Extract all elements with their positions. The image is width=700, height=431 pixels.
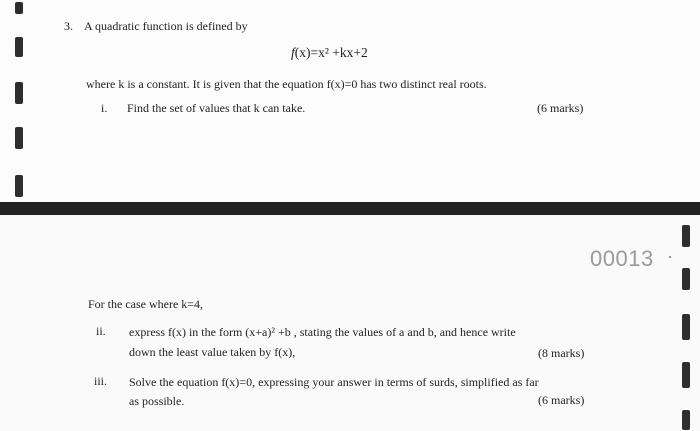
function-body: (x)=x² +kx+2 bbox=[294, 45, 368, 60]
marks-label: (6 marks) bbox=[537, 101, 584, 115]
marks-label: (8 marks) bbox=[538, 346, 585, 360]
condition-text: where k is a constant. It is given that the equation f(x)=0 has two distinct real roots. bbox=[86, 77, 487, 91]
part-index: i. bbox=[101, 101, 108, 115]
question-number: 3. bbox=[64, 19, 73, 33]
part-index: iii. bbox=[94, 374, 108, 388]
function-definition bbox=[291, 45, 368, 61]
binder-hole bbox=[15, 82, 23, 104]
speck bbox=[669, 256, 671, 258]
binder-hole bbox=[682, 225, 690, 247]
part-index: ii. bbox=[96, 324, 106, 338]
binder-hole bbox=[682, 410, 690, 430]
binder-hole bbox=[15, 127, 23, 149]
page-stamp: 00013 bbox=[590, 246, 654, 271]
part-ii-line2: down the least value taken by f(x), bbox=[129, 345, 296, 359]
binder-hole bbox=[682, 314, 690, 340]
binder-hole bbox=[15, 175, 23, 197]
binder-hole bbox=[682, 362, 690, 388]
part-iii-line1: Solve the equation f(x)=0, expressing your answer in terms of surds, simplified as far bbox=[129, 375, 539, 389]
question-intro: A quadratic function is defined by bbox=[84, 19, 248, 33]
marks-label: (6 marks) bbox=[538, 393, 585, 407]
case-text: For the case where k=4, bbox=[88, 297, 204, 311]
binder-hole bbox=[15, 37, 23, 57]
binder-hole bbox=[682, 268, 690, 290]
binder-hole bbox=[15, 2, 23, 14]
part-i-text: Find the set of values that k can take. bbox=[127, 101, 306, 115]
page-gap-band bbox=[0, 202, 700, 215]
part-ii-line1: express f(x) in the form (x+a)² +b , stating the values of a and b, and hence write bbox=[129, 325, 516, 339]
function-name: f bbox=[291, 45, 295, 60]
part-iii-line2: as possible. bbox=[129, 394, 185, 408]
